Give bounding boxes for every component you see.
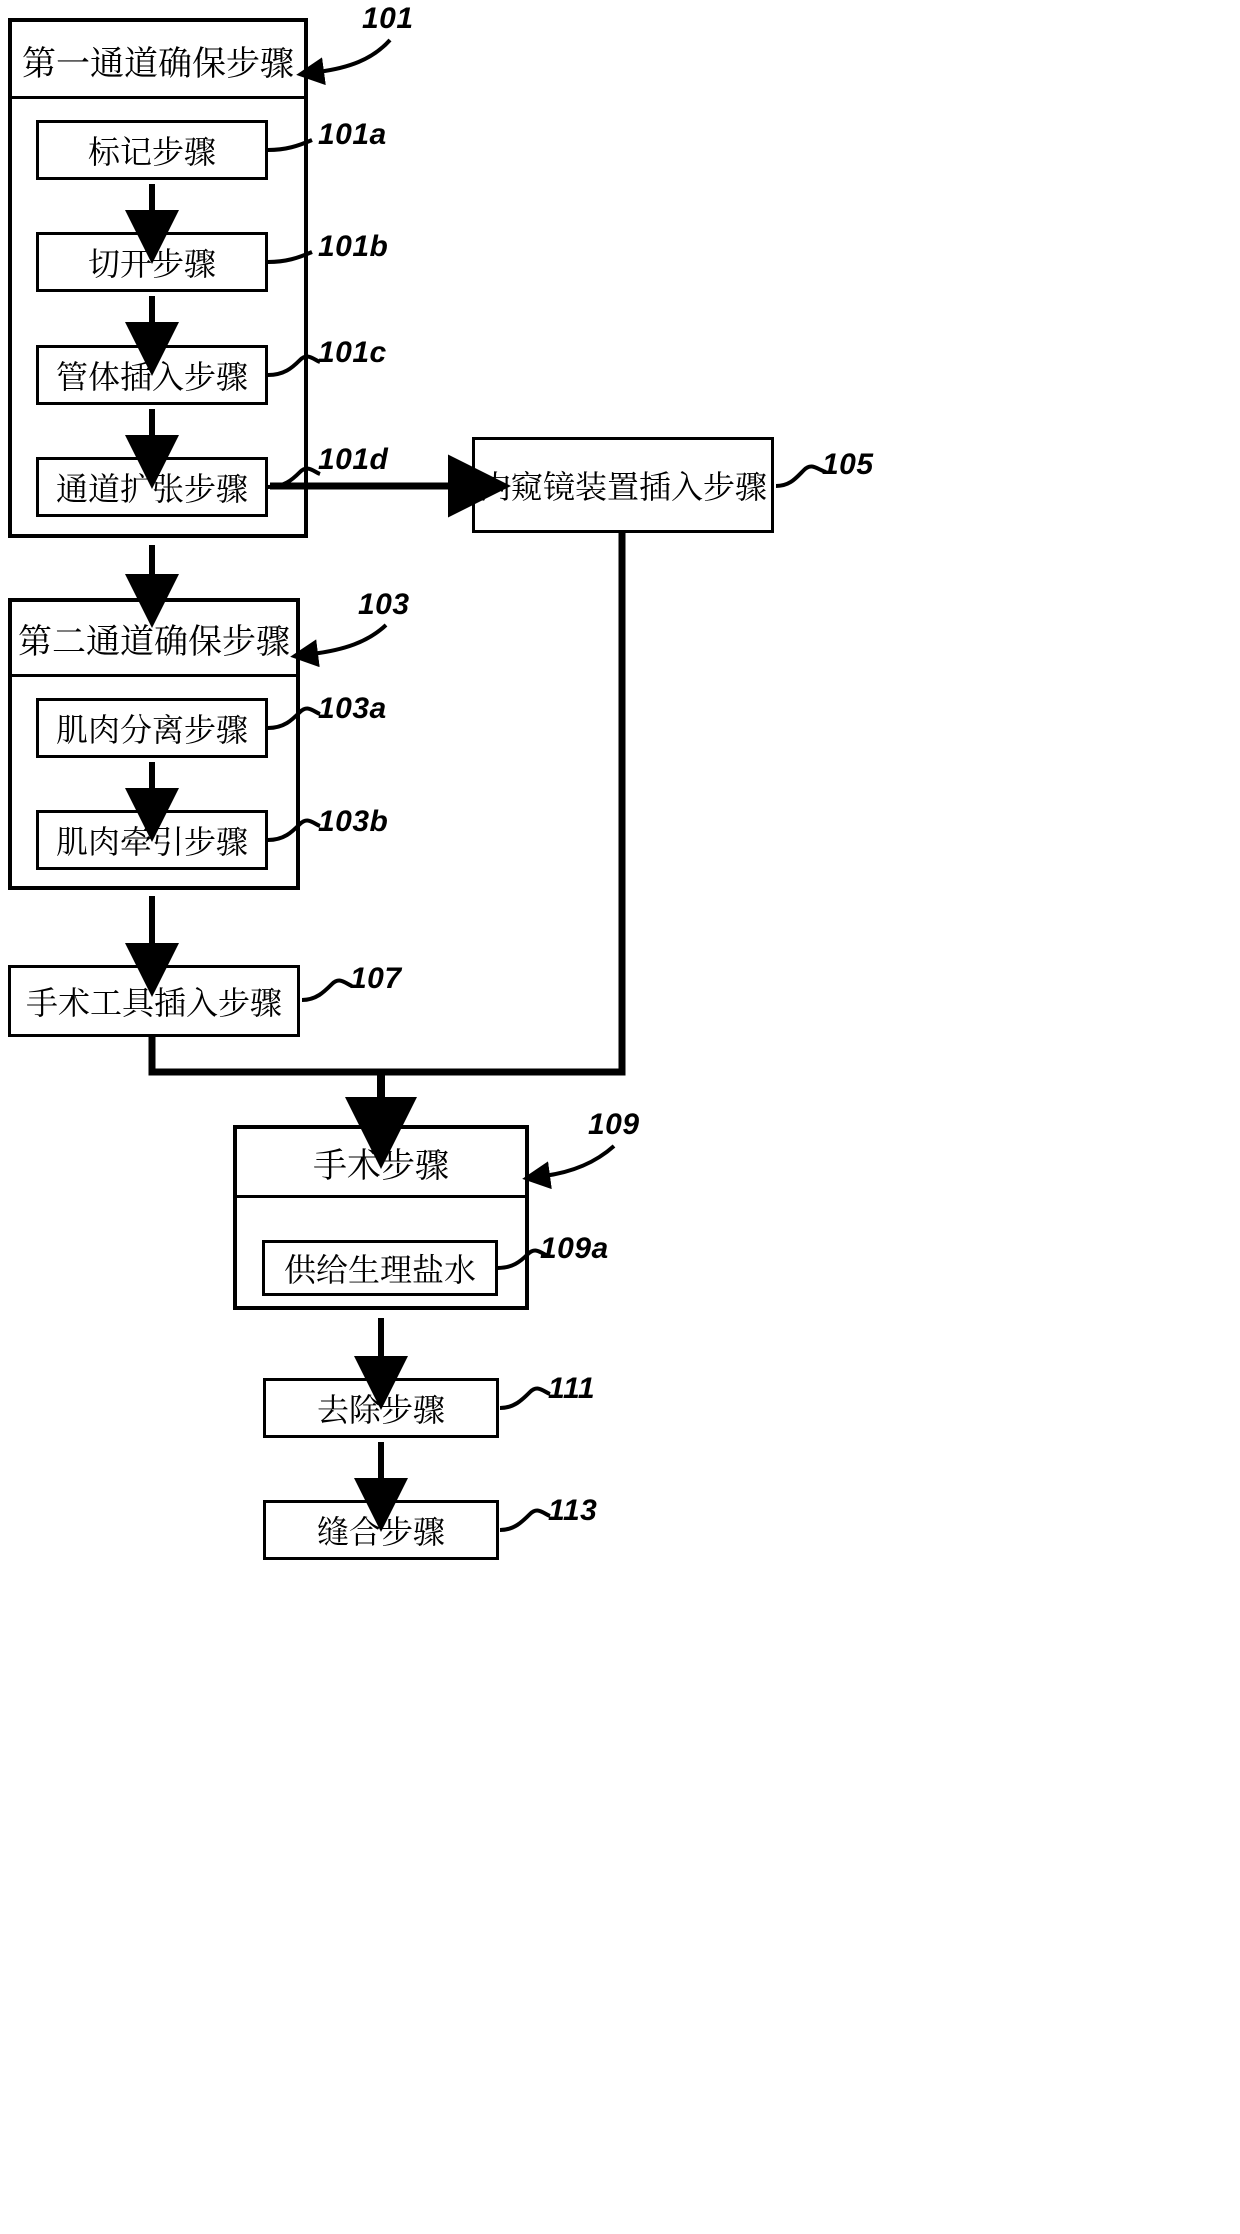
step-109a: 供给生理盐水 [262, 1240, 498, 1296]
ref-103: 103 [358, 588, 410, 621]
ref-105: 105 [822, 448, 874, 481]
leader-101 [318, 40, 390, 72]
node-107: 手术工具插入步骤 [8, 965, 300, 1037]
node-113: 缝合步骤 [263, 1500, 499, 1560]
arrow-107-109 [152, 1037, 381, 1072]
ref-103a: 103a [318, 692, 387, 725]
ref-109: 109 [588, 1108, 640, 1141]
ref-103b: 103b [318, 805, 389, 838]
ref-101d: 101d [318, 443, 389, 476]
leader-105 [776, 467, 826, 486]
step-101a: 标记步骤 [36, 120, 268, 180]
step-103b: 肌肉牵引步骤 [36, 810, 268, 870]
ref-101a: 101a [318, 118, 387, 151]
step-101c: 管体插入步骤 [36, 345, 268, 405]
node-105: 内窥镜装置插入步骤 [472, 437, 774, 533]
group-103-header: 第二通道确保步骤 [18, 622, 290, 661]
step-103a: 肌肉分离步骤 [36, 698, 268, 758]
step-101d: 通道扩张步骤 [36, 457, 268, 517]
leader-103 [312, 625, 386, 654]
leader-107 [302, 981, 352, 1000]
leader-113 [500, 1511, 550, 1530]
ref-107: 107 [350, 962, 402, 995]
group-103-divider [12, 674, 296, 677]
ref-111: 111 [548, 1372, 596, 1405]
leader-111 [500, 1389, 550, 1408]
ref-101: 101 [362, 2, 414, 35]
arrow-105-109 [381, 533, 622, 1072]
group-109-divider [237, 1195, 525, 1198]
ref-109a: 109a [540, 1232, 609, 1265]
ref-101b: 101b [318, 230, 389, 263]
node-111: 去除步骤 [263, 1378, 499, 1438]
ref-113: 113 [548, 1494, 598, 1527]
ref-101c: 101c [318, 336, 387, 369]
group-109-header: 手术步骤 [313, 1146, 449, 1185]
step-101b: 切开步骤 [36, 232, 268, 292]
group-101-header: 第一通道确保步骤 [22, 44, 294, 83]
group-101-divider [12, 96, 304, 99]
leader-109 [544, 1146, 614, 1176]
